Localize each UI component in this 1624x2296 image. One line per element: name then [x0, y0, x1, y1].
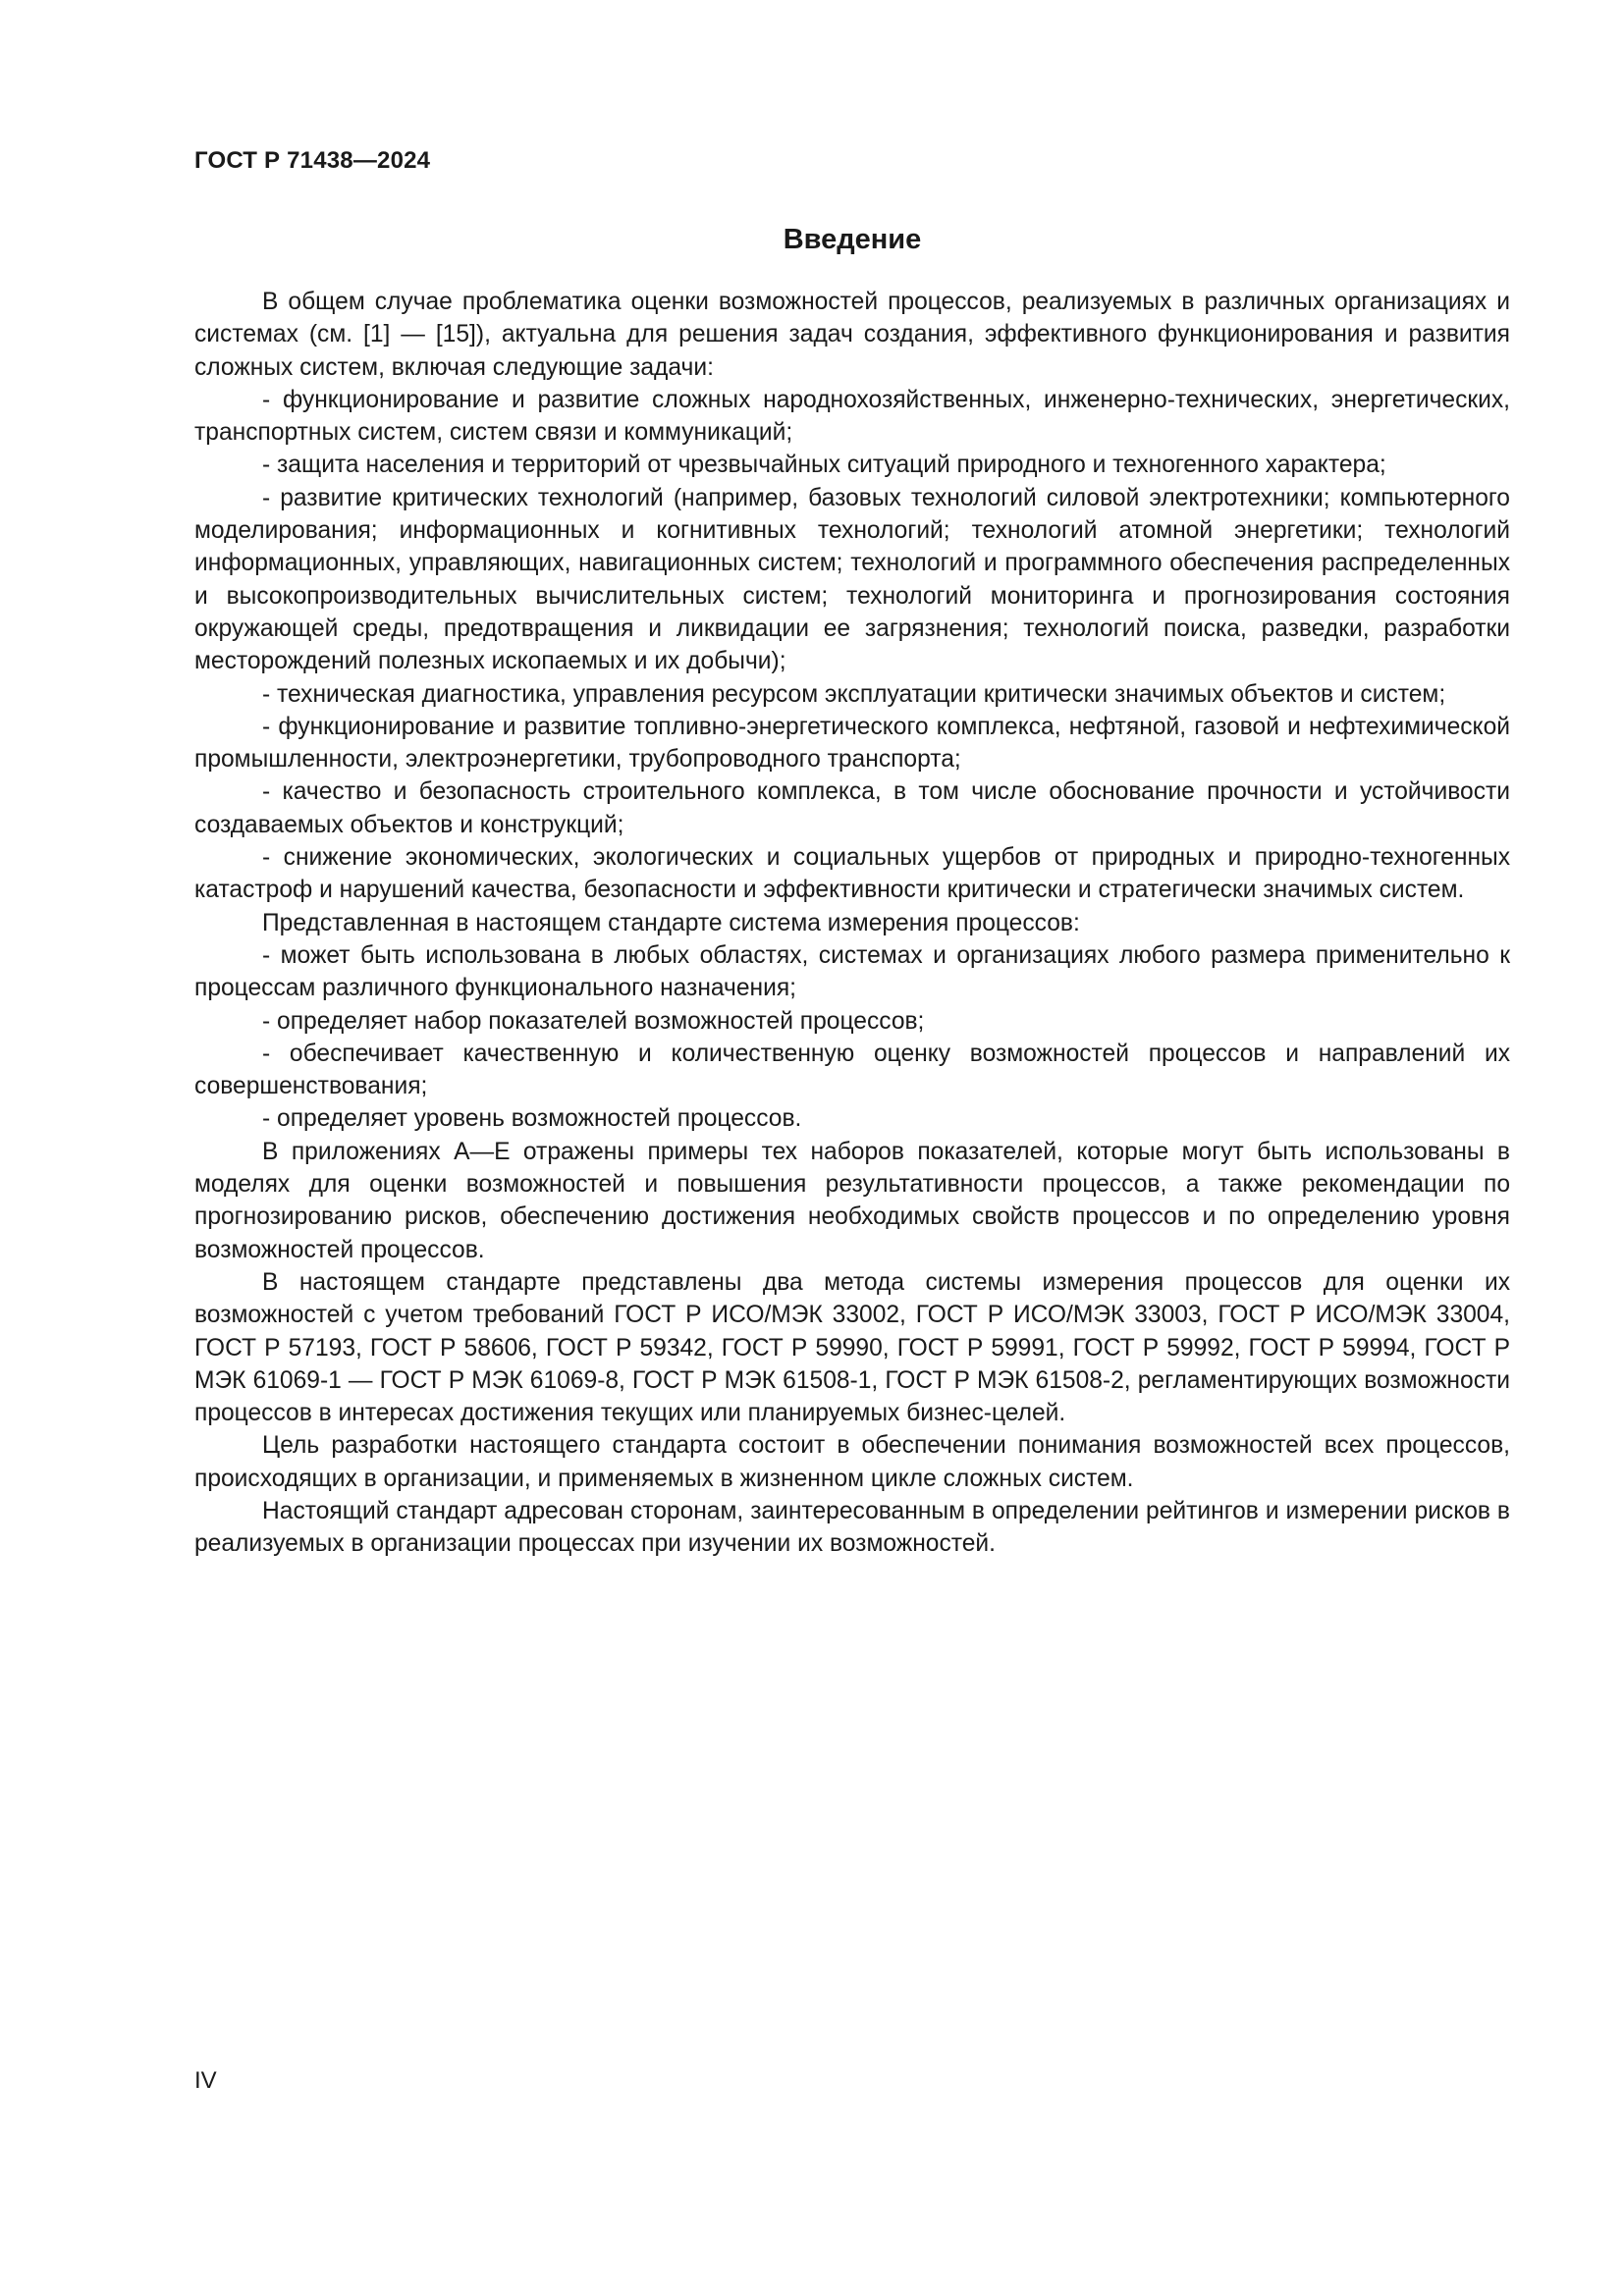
- paragraph-intro: В общем случае проблематика оценки возможностей процессов, реализуемых в различных организациях и системах (см. [1] — [15]), актуальна для решения задач создания, эффективного функционирования и развития сложных систем, включая следующие задачи:: [194, 289, 1510, 381]
- list-item: - защита населения и территорий от чрезвычайных ситуаций природного и техногенного характера;: [262, 452, 1386, 479]
- page-number: IV: [194, 2067, 217, 2094]
- section-title: Введение: [783, 224, 922, 255]
- paragraph-goal: Цель разработки настоящего стандарта состоит в обеспечении понимания возможностей всех процессов, происходящих в организации, и применяемых в жизненном цикле сложных систем.: [194, 1432, 1510, 1492]
- paragraph-methods: В настоящем стандарте представлены два метода системы измерения процессов для оценки их возможностей с учетом требований ГОСТ Р ИСО/МЭК 33002, ГОСТ Р ИСО/МЭК 33003, ГОСТ Р ИСО/МЭК 33004, ГОСТ Р 57193, ГОСТ Р 58606, ГОСТ Р 59342, ГОСТ Р 59990, ГОСТ Р 59991, ГОСТ Р 59992, ГОСТ Р 59994, ГОСТ Р МЭК 61069-1 — ГОСТ Р МЭК 61069-8, ГОСТ Р МЭК 61508-1, ГОСТ Р МЭК 61508-2, регламентирующих возможности процессов в интересах достижения текущих или планируемых бизнес-целей.: [194, 1268, 1510, 1427]
- list-item: - развитие критических технологий (например, базовых технологий силовой электротехники; компьютерного моделирования; информационных и когнитивных технологий; технологий атомной энергетики; технологий информационных, управляющих, навигационных систем; технологий и программного обеспечения распределенных и высокопроизводительных вычислительных систем; технологий мониторинга и прогнозирования состояния окружающей среды, предотвращения и ликвидации ее загрязнения; технологий поиска, разведки, разработки месторождений полезных ископаемых и их добычи);: [194, 484, 1510, 675]
- paragraph-appendices: В приложениях А—Е отражены примеры тех наборов показателей, которые могут быть использованы в моделях для оценки возможностей и повышения результативности процессов, а также рекомендации по прогнозированию рисков, обеспечению достижения необходимых свойств процессов и по определению уровня возможностей процессов.: [194, 1138, 1510, 1263]
- list-item: - определяет набор показателей возможностей процессов;: [262, 1007, 925, 1035]
- list-item: - техническая диагностика, управления ресурсом эксплуатации критически значимых объектов и систем;: [262, 680, 1446, 708]
- list-item: - функционирование и развитие топливно-энергетического комплекса, нефтяной, газовой и нефтехимической промышленности, электроэнергетики, трубопроводного транспорта;: [194, 713, 1510, 774]
- list-item: - может быть использована в любых областях, системах и организациях любого размера применительно к процессам различного функционального назначения;: [194, 941, 1510, 1002]
- list-item: - снижение экономических, экологических и социальных ущербов от природных и природно-техногенных катастроф и нарушений качества, безопасности и эффективности критически и стратегически значимых систем.: [194, 844, 1510, 904]
- document-id: ГОСТ Р 71438—2024: [194, 147, 431, 174]
- list-item: - качество и безопасность строительного комплекса, в том числе обоснование прочности и устойчивости создаваемых объектов и конструкций;: [194, 778, 1510, 838]
- introduction-body: [194, 286, 1510, 1561]
- paragraph-system: Представленная в настоящем стандарте система измерения процессов:: [262, 909, 1080, 936]
- list-item: - определяет уровень возможностей процессов.: [262, 1105, 802, 1133]
- list-item: - функционирование и развитие сложных народнохозяйственных, инженерно-технических, энергетических, транспортных систем, систем связи и коммуникаций;: [194, 386, 1510, 447]
- list-item: - обеспечивает качественную и количественную оценку возможностей процессов и направлений их совершенствования;: [194, 1040, 1510, 1100]
- paragraph-audience: Настоящий стандарт адресован сторонам, заинтересованным в определении рейтингов и измерении рисков в реализуемых в организации процессах при изучении их возможностей.: [194, 1497, 1510, 1558]
